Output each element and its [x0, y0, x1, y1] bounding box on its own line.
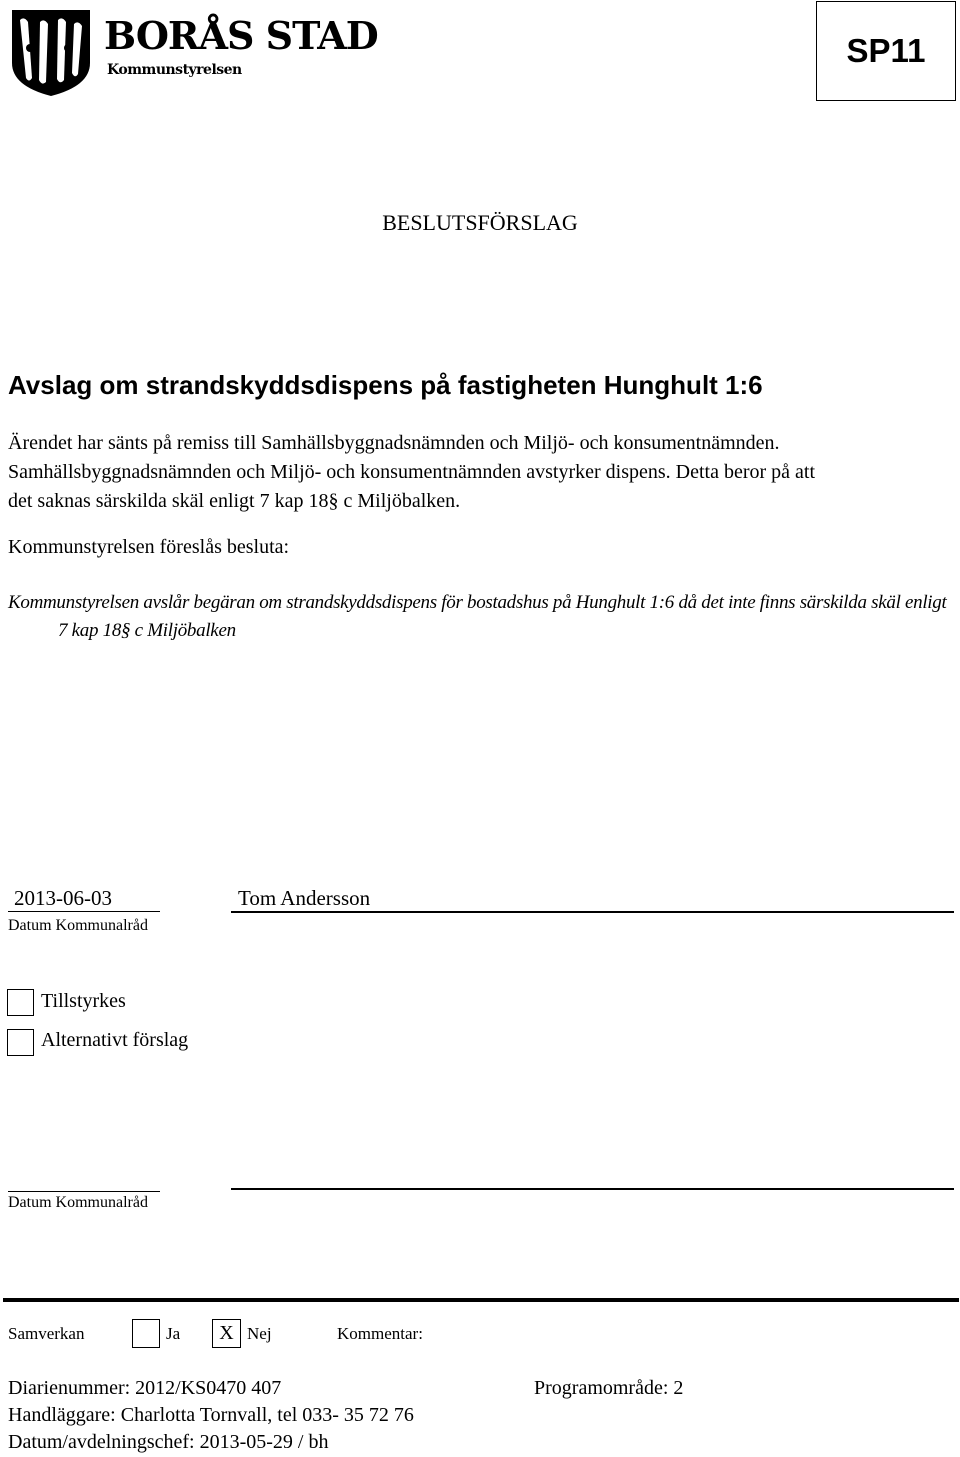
page-title: Avslag om strandskyddsdispens på fastigheten Hunghult 1:6 — [8, 370, 763, 400]
signature-date: 2013-06-03 — [14, 886, 112, 910]
coat-of-arms-icon — [10, 8, 92, 98]
comment-label: Kommentar: — [337, 1324, 423, 1343]
date-line — [8, 911, 160, 912]
cooperation-no-mark: X — [219, 1322, 234, 1344]
diarienummer: Diarienummer: 2012/KS0470 407 — [8, 1377, 282, 1399]
cooperation-no-label: Nej — [247, 1324, 272, 1343]
signature-label-2: Datum Kommunalråd — [8, 1194, 148, 1211]
programomrade: Programområde: 2 — [534, 1377, 684, 1399]
org-name: BORÅS STAD — [104, 13, 378, 58]
cooperation-yes-label: Ja — [166, 1324, 181, 1343]
section-divider — [3, 1298, 959, 1302]
date-line-2 — [8, 1191, 160, 1192]
signature-line — [231, 911, 954, 913]
document-type: BESLUTSFÖRSLAG — [382, 210, 578, 235]
document-code: SP11 — [846, 32, 926, 69]
cooperation-label: Samverkan — [8, 1324, 85, 1343]
body-text — [8, 429, 953, 516]
document-code-box — [816, 1, 956, 101]
alternative-label: Alternativt förslag — [41, 1029, 189, 1051]
decision-text: Kommunstyrelsen avslår begäran om strandskyddsdispens för bostadshus på Hunghult 1:6 då det inte finns särskilda skäl enligt 7 kap 18§ c Miljöbalken — [8, 592, 947, 641]
body-line-1: Ärendet har sänts på remiss till Samhällsbyggnadsnämnden och Miljö- och konsumentnämnden. — [8, 432, 780, 454]
body-line-3: det saknas särskilda skäl enligt 7 kap 18§ c Miljöbalken. — [8, 490, 461, 512]
signature-line-2 — [231, 1188, 954, 1190]
boras-stad-logo — [10, 8, 390, 98]
approve-checkbox[interactable] — [7, 989, 34, 1016]
signature-label: Datum Kommunalråd — [8, 917, 148, 934]
alternative-checkbox[interactable] — [7, 1029, 34, 1056]
cooperation-no-checkbox[interactable] — [212, 1319, 241, 1348]
handlaggare: Handläggare: Charlotta Tornvall, tel 033- 35 72 76 — [8, 1404, 414, 1426]
datum-avdelningschef: Datum/avdelningschef: 2013-05-29 / bh — [8, 1431, 329, 1453]
proposal-intro: Kommunstyrelsen föreslås besluta: — [8, 536, 290, 558]
body-line-2: Samhällsbyggnadsnämnden och Miljö- och konsumentnämnden avstyrker dispens. Detta beror på att — [8, 461, 816, 483]
signature-name: Tom Andersson — [238, 886, 371, 910]
approve-label: Tillstyrkes — [41, 990, 126, 1012]
cooperation-yes-checkbox[interactable] — [132, 1319, 160, 1348]
org-unit: Kommunstyrelsen — [107, 62, 242, 78]
